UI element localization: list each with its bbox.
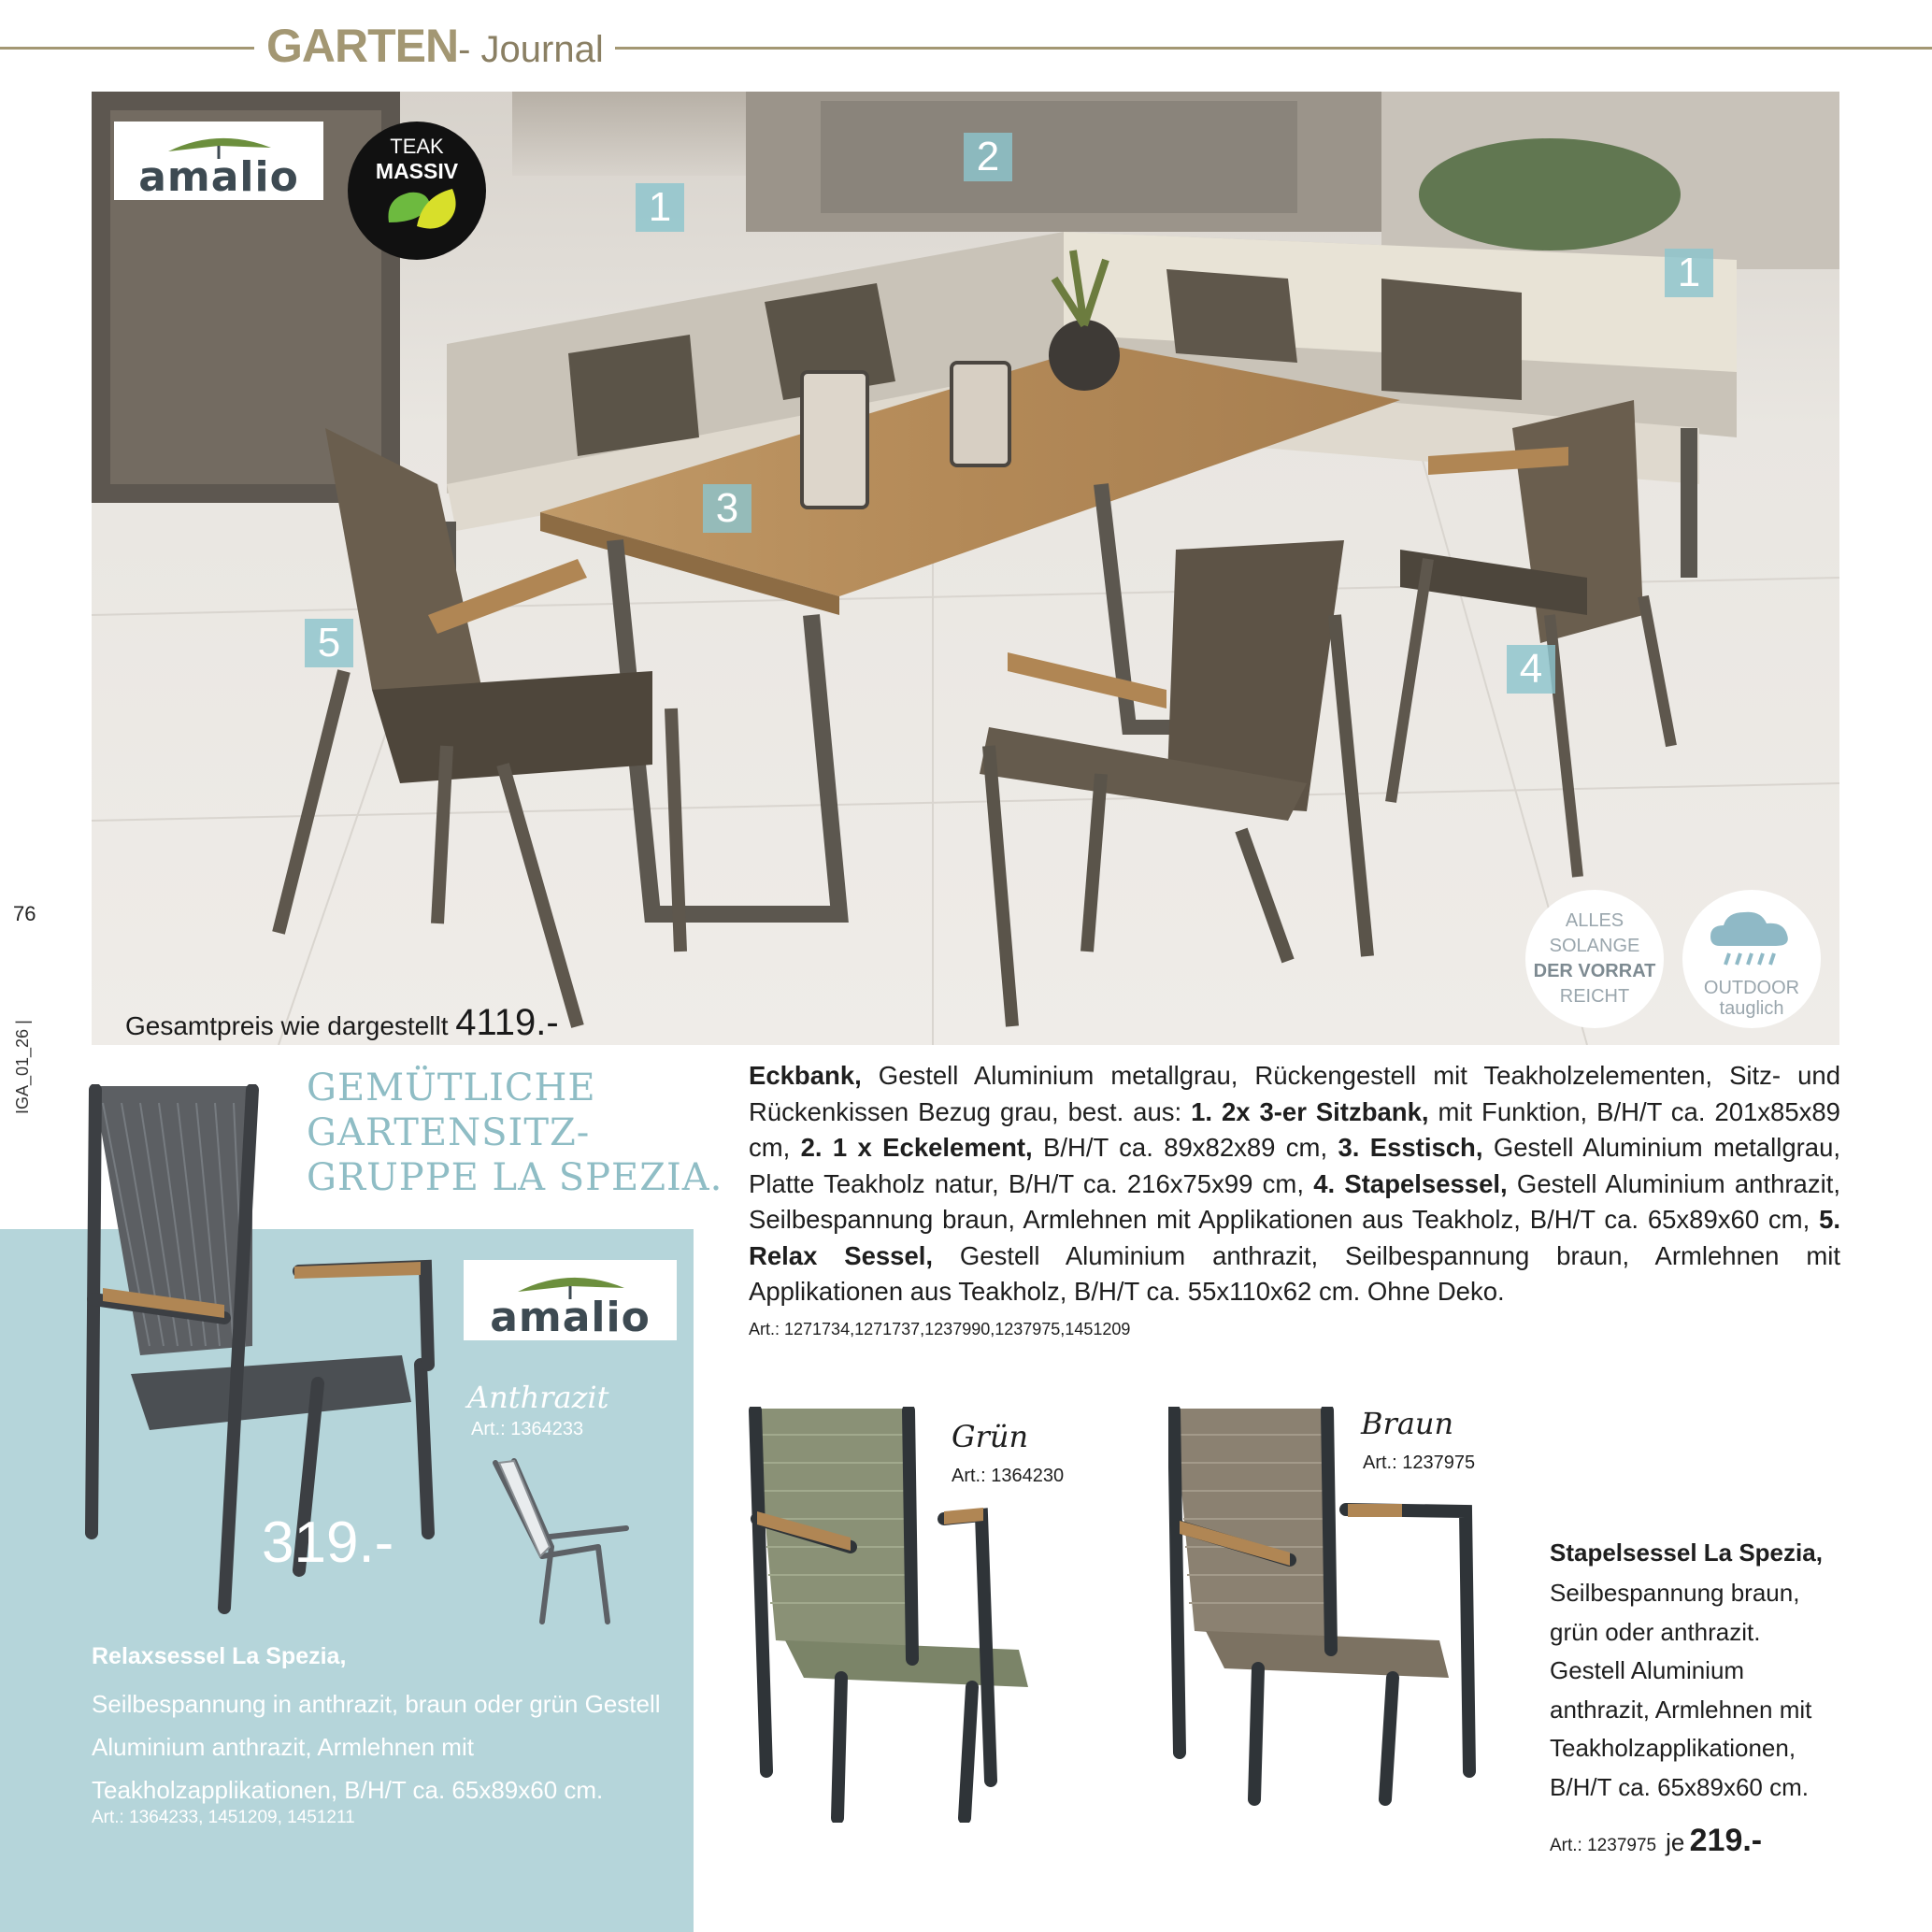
set-article-numbers: Art.: 1271734,1271737,1237990,1237975,1451209 bbox=[749, 1320, 1131, 1338]
article-number-anthrazit: Art.: 1364233 bbox=[471, 1419, 584, 1439]
color-label-anthrazit: Anthrazit bbox=[467, 1380, 609, 1415]
marker-1-right: 1 bbox=[1665, 249, 1713, 297]
outdoor-stamp bbox=[1682, 890, 1821, 1028]
badge-line1: TEAK bbox=[390, 135, 444, 158]
stamp-line: DER VORRAT bbox=[1533, 961, 1656, 981]
page-number: 76 bbox=[13, 902, 36, 925]
color-label-gruen: Grün bbox=[952, 1419, 1029, 1454]
logo-wordmark: amalio bbox=[138, 153, 299, 201]
stapel-price-line bbox=[1550, 1823, 1762, 1859]
article-number-gruen: Art.: 1364230 bbox=[952, 1466, 1065, 1486]
relax-title: Relaxsessel La Spezia, bbox=[92, 1643, 347, 1669]
headline-line: GARTENSITZ- bbox=[307, 1111, 591, 1154]
relax-article-numbers: Art.: 1364233, 1451209, 1451211 bbox=[92, 1808, 355, 1827]
header-rule-right bbox=[615, 47, 1932, 50]
marker-4: 4 bbox=[1507, 645, 1555, 694]
stapel-article-number: Art.: 1237975 bbox=[1550, 1836, 1657, 1855]
rain-cloud-icon bbox=[1682, 897, 1821, 972]
total-price-line: Gesamtpreis wie dargestellt 4119.- bbox=[125, 1002, 559, 1043]
badge-line2: MASSIV bbox=[375, 159, 459, 183]
set-description: Eckbank, Gestell Aluminium metallgrau, Rückengestell mit Teakholzelementen, Sitz- und Rückenkissen Bezug grau, best. aus: 1. 2x 3-er Sitzbank, mit Funktion, B/H/T ca. 201x85x89 cm, 2. 1 x Eckelement, B/H/T ca. 89x82x89 cm, 3. Esstisch, Gestell Aluminium metallgrau, Platte Teakholz natur, B/H/T ca. 216x75x99 cm, 4. Stapelsessel, Gestell Aluminium anthrazit, Seilbespannung braun, Armlehnen mit Applikationen aus Teakholz, B/H/T ca. 65x89x60 cm, 5. Relax Sessel, Gestell Aluminium anthrazit, Seilbespannung braun, Armlehnen mit Applikationen aus Teakholz, B/H/T ca. 55x110x62 cm. Ohne Deko. bbox=[749, 1061, 1840, 1306]
headline-line: GRUPPE LA SPEZIA. bbox=[307, 1156, 723, 1199]
je-label: je bbox=[1666, 1828, 1685, 1856]
article-number-braun: Art.: 1237975 bbox=[1363, 1453, 1476, 1473]
relax-chair-reclined-image bbox=[486, 1453, 636, 1631]
stamp-line: REICHT bbox=[1559, 986, 1630, 1007]
marker-5: 5 bbox=[305, 619, 353, 667]
total-price: 4119.- bbox=[455, 1002, 559, 1043]
header-rule-left bbox=[0, 47, 254, 50]
amalio-logo bbox=[464, 1260, 677, 1340]
relax-description: Seilbespannung in anthrazit, braun oder grün Gestell Aluminium anthrazit, Armlehnen mit Teakholzapplikationen, B/H/T ca. 65x89x60 cm. bbox=[92, 1690, 661, 1804]
leaf-icon bbox=[348, 122, 486, 260]
header-title: GARTEN- Journal bbox=[266, 20, 604, 72]
logo-wordmark: amalio bbox=[490, 1294, 651, 1341]
relax-price: 319.- bbox=[262, 1510, 394, 1575]
amalio-logo bbox=[114, 122, 323, 200]
color-label-braun: Braun bbox=[1361, 1406, 1454, 1441]
headline-line: GEMÜTLICHE bbox=[307, 1066, 596, 1109]
stamp-line: SOLANGE bbox=[1549, 936, 1640, 956]
stock-limited-stamp bbox=[1525, 890, 1664, 1028]
marker-1-left: 1 bbox=[636, 183, 684, 232]
marker-2: 2 bbox=[964, 133, 1012, 181]
teak-massiv-badge bbox=[348, 122, 486, 260]
stapel-price: 219.- bbox=[1689, 1823, 1763, 1858]
stamp-line: OUTDOOR bbox=[1703, 978, 1800, 998]
stapel-description: Seilbespannung braun, grün oder anthrazit. Gestell Aluminium anthrazit, Armlehnen mit Teakholzapplikationen, B/H/T ca. 65x89x60 cm. bbox=[1550, 1579, 1812, 1801]
stapel-title: Stapelsessel La Spezia, bbox=[1550, 1538, 1823, 1567]
marker-3: 3 bbox=[703, 484, 751, 533]
stamp-line: tauglich bbox=[1719, 998, 1784, 1019]
catalog-code: IGA_01_26 | bbox=[13, 1020, 32, 1114]
stamp-line: ALLES bbox=[1565, 910, 1624, 931]
